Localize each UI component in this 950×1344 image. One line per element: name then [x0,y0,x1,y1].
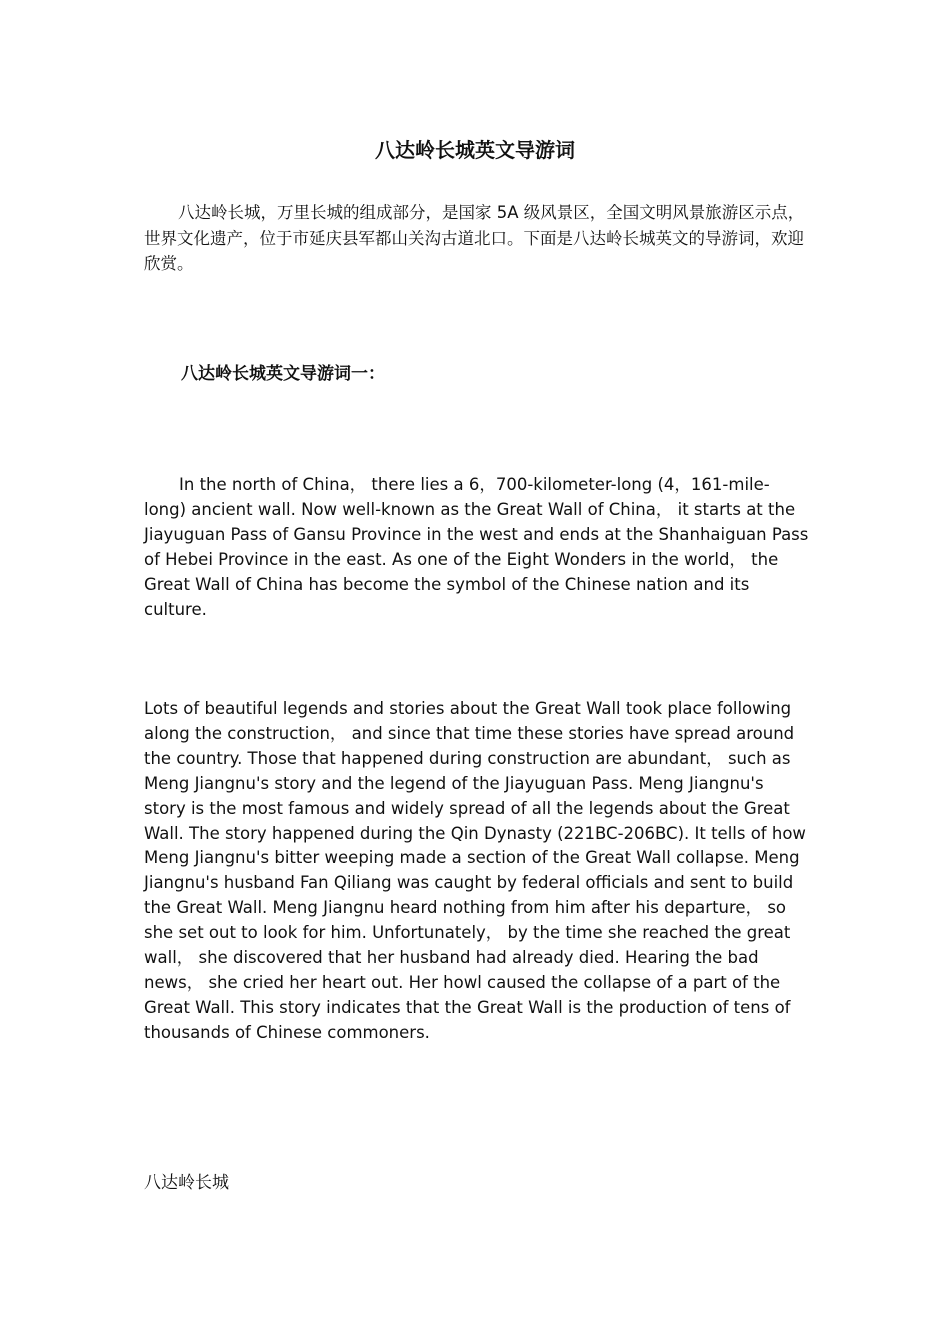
document-title: 八达岭长城英文导游词 [375,138,575,162]
body-paragraph-2: Lots of beautiful legends and stories about the Great Wall took place following along the construction， and since that time these stories have spread around the country. Those that happened during construction are abundant， such as Meng Jiangnu's story and the legend of the Jiayuguan Pass. Meng Jiangnu's story is the most famous and widely spread of all the legends about the Great Wall. The story happened during the Qin Dynasty (221BC-206BC). It tells of how Meng Jiangnu's bitter weeping made a section of the Great Wall collapse. Meng Jiangnu's husband Fan Qiliang was caught by federal officials and sent to build the Great Wall. Meng Jiangnu heard nothing from him after his departure， so she set out to look for him. Unfortunately， by the time she reached the great wall， she discovered that her husband had already died. Hearing the bad news， she cried her heart out. Her howl caused the collapse of a part of the Great Wall. This story indicates that the Great Wall is the production of tens of thousands of Chinese commoners. [144,699,806,1042]
section-heading: 八达岭长城英文导游词一： [181,364,385,384]
body-paragraph-1: In the north of China， there lies a 6，700-kilometer-long (4，161-mile-long) ancient wall. Now well-known as the Great Wall of China， it starts at the Jiayuguan Pass of Gansu Province in the west and ends at the Shanhaiguan Pass of Hebei Province in the east. As one of the Eight Wonders in the world， the Great Wall of China has become the symbol of the Chinese nation and its culture. [144,475,809,619]
intro-paragraph: 八达岭长城，万里长城的组成部分，是国家 5A 级风景区，全国文明风景旅游区示点，世界文化遗产，位于市延庆县军都山关沟古道北口。下面是八达岭长城英文的导游词，欢迎欣赏。 [144,203,805,273]
image-caption: 八达岭长城 [144,1173,229,1193]
